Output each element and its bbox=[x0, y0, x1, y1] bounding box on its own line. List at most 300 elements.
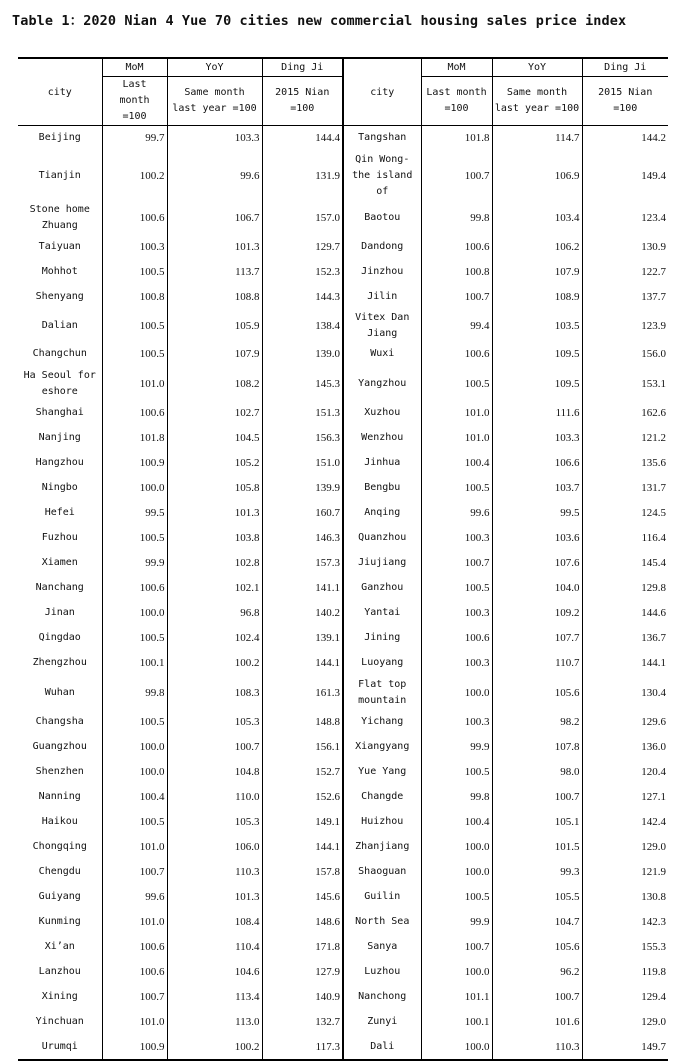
right-dingji-cell: 137.7 bbox=[582, 285, 668, 310]
left-yoy-cell: 101.3 bbox=[167, 885, 262, 910]
right-mom-cell: 100.3 bbox=[421, 526, 492, 551]
right-yoy-cell: 111.6 bbox=[492, 401, 582, 426]
right-dingji-cell: 155.3 bbox=[582, 935, 668, 960]
right-yoy-cell: 109.5 bbox=[492, 367, 582, 401]
left-dingji-cell: 160.7 bbox=[262, 501, 343, 526]
left-yoy-cell: 100.7 bbox=[167, 735, 262, 760]
right-dingji-cell: 127.1 bbox=[582, 785, 668, 810]
right-dingji-cell: 144.2 bbox=[582, 126, 668, 151]
table-row bbox=[18, 1010, 668, 1035]
right-dingji-cell: 149.4 bbox=[582, 151, 668, 201]
left-mom-cell: 101.0 bbox=[102, 1010, 167, 1035]
left-yoy-cell: 105.8 bbox=[167, 476, 262, 501]
right-yoy-cell: 100.7 bbox=[492, 785, 582, 810]
header-yoy-right: YoY bbox=[492, 58, 582, 77]
right-city-cell: Tangshan bbox=[343, 126, 421, 151]
right-mom-cell: 100.7 bbox=[421, 935, 492, 960]
table-row bbox=[18, 860, 668, 885]
left-yoy-cell: 107.9 bbox=[167, 342, 262, 367]
table-row bbox=[18, 735, 668, 760]
left-dingji-cell: 138.4 bbox=[262, 310, 343, 342]
right-mom-cell: 100.5 bbox=[421, 367, 492, 401]
right-dingji-cell: 142.3 bbox=[582, 910, 668, 935]
left-mom-cell: 100.5 bbox=[102, 310, 167, 342]
left-city-cell: Shenzhen bbox=[35, 766, 84, 777]
left-yoy-cell: 96.8 bbox=[167, 601, 262, 626]
right-city-cell: Jinhua bbox=[343, 451, 421, 476]
right-dingji-cell: 129.0 bbox=[582, 835, 668, 860]
left-city-cell: Tianjin bbox=[38, 169, 81, 181]
right-yoy-cell: 104.7 bbox=[492, 910, 582, 935]
right-mom-cell: 100.0 bbox=[421, 676, 492, 710]
right-mom-cell: 100.5 bbox=[421, 760, 492, 785]
left-mom-cell: 99.5 bbox=[102, 501, 167, 526]
left-mom-cell: 100.2 bbox=[102, 151, 167, 201]
right-city-cell: Baotou bbox=[343, 201, 421, 235]
right-mom-cell: 100.3 bbox=[421, 651, 492, 676]
table-row bbox=[18, 710, 668, 735]
left-mom-cell: 100.5 bbox=[102, 810, 167, 835]
left-mom-cell: 100.0 bbox=[102, 760, 167, 785]
right-mom-cell: 101.0 bbox=[421, 426, 492, 451]
right-mom-cell: 100.0 bbox=[421, 1035, 492, 1060]
left-mom-cell: 100.6 bbox=[102, 201, 167, 235]
right-mom-cell: 100.7 bbox=[421, 151, 492, 201]
right-city-cell: Qin Wong- the island of bbox=[343, 151, 421, 201]
left-city-cell: Jinan bbox=[44, 607, 75, 618]
right-city-cell: Luoyang bbox=[343, 651, 421, 676]
table-row bbox=[18, 126, 668, 151]
left-mom-cell: 100.5 bbox=[102, 526, 167, 551]
header-yoy-left: YoY bbox=[167, 58, 262, 77]
header-city-right: city bbox=[343, 58, 421, 126]
right-mom-cell: 99.8 bbox=[421, 201, 492, 235]
right-yoy-cell: 98.2 bbox=[492, 710, 582, 735]
right-mom-cell: 100.3 bbox=[421, 601, 492, 626]
left-dingji-cell: 149.1 bbox=[262, 810, 343, 835]
right-dingji-cell: 119.8 bbox=[582, 960, 668, 985]
right-dingji-cell: 124.5 bbox=[582, 501, 668, 526]
header-dingji-left: Ding Ji bbox=[262, 58, 343, 77]
left-dingji-cell: 117.3 bbox=[262, 1035, 343, 1060]
right-city-cell: Nanchong bbox=[343, 985, 421, 1010]
right-city-cell: Wuxi bbox=[343, 342, 421, 367]
header-mom-sub-right: Last month =100 bbox=[421, 77, 492, 126]
left-yoy-cell: 105.3 bbox=[167, 810, 262, 835]
right-city-cell: Bengbu bbox=[343, 476, 421, 501]
left-city-cell: Hefei bbox=[44, 507, 75, 518]
right-yoy-cell: 107.9 bbox=[492, 260, 582, 285]
left-dingji-cell: 129.7 bbox=[262, 235, 343, 260]
left-city-cell: Hangzhou bbox=[35, 457, 84, 468]
right-city-cell: Dali bbox=[343, 1035, 421, 1060]
right-mom-cell: 99.6 bbox=[421, 501, 492, 526]
left-city-cell: Stone home Zhuang bbox=[29, 203, 90, 231]
left-yoy-cell: 104.6 bbox=[167, 960, 262, 985]
left-mom-cell: 100.8 bbox=[102, 285, 167, 310]
table-row bbox=[18, 476, 668, 501]
left-mom-cell: 100.9 bbox=[102, 451, 167, 476]
right-mom-cell: 99.4 bbox=[421, 310, 492, 342]
left-dingji-cell: 157.3 bbox=[262, 551, 343, 576]
right-mom-cell: 100.7 bbox=[421, 285, 492, 310]
left-yoy-cell: 108.2 bbox=[167, 367, 262, 401]
right-dingji-cell: 135.6 bbox=[582, 451, 668, 476]
right-city-cell: Yue Yang bbox=[343, 760, 421, 785]
left-dingji-cell: 156.1 bbox=[262, 735, 343, 760]
left-city-cell: Xining bbox=[41, 991, 78, 1002]
left-yoy-cell: 110.0 bbox=[167, 785, 262, 810]
left-mom-cell: 100.5 bbox=[102, 342, 167, 367]
right-dingji-cell: 129.8 bbox=[582, 576, 668, 601]
table-row bbox=[18, 835, 668, 860]
right-dingji-cell: 116.4 bbox=[582, 526, 668, 551]
left-mom-cell: 100.0 bbox=[102, 735, 167, 760]
left-city-cell: Wuhan bbox=[44, 686, 75, 698]
left-yoy-cell: 108.4 bbox=[167, 910, 262, 935]
right-mom-cell: 99.9 bbox=[421, 910, 492, 935]
left-yoy-cell: 113.0 bbox=[167, 1010, 262, 1035]
right-dingji-cell: 130.8 bbox=[582, 885, 668, 910]
left-yoy-cell: 100.2 bbox=[167, 1035, 262, 1060]
table-row bbox=[18, 651, 668, 676]
right-yoy-cell: 101.6 bbox=[492, 1010, 582, 1035]
left-dingji-cell: 144.3 bbox=[262, 285, 343, 310]
left-city-cell: Guangzhou bbox=[32, 741, 87, 752]
left-dingji-cell: 157.0 bbox=[262, 201, 343, 235]
right-city-cell: Jinzhou bbox=[343, 260, 421, 285]
left-yoy-cell: 110.3 bbox=[167, 860, 262, 885]
right-yoy-cell: 110.7 bbox=[492, 651, 582, 676]
right-city-cell: Xiangyang bbox=[343, 735, 421, 760]
right-city-cell: Guilin bbox=[343, 885, 421, 910]
left-yoy-cell: 108.3 bbox=[167, 676, 262, 710]
right-mom-cell: 100.6 bbox=[421, 342, 492, 367]
right-mom-cell: 100.4 bbox=[421, 810, 492, 835]
table-row bbox=[18, 426, 668, 451]
left-mom-cell: 101.0 bbox=[102, 835, 167, 860]
right-mom-cell: 100.0 bbox=[421, 960, 492, 985]
left-city-cell: Kunming bbox=[38, 916, 81, 927]
left-mom-cell: 100.5 bbox=[102, 260, 167, 285]
table-row bbox=[18, 201, 668, 235]
left-dingji-cell: 144.1 bbox=[262, 651, 343, 676]
right-city-cell: Vitex Dan Jiang bbox=[343, 310, 421, 342]
left-yoy-cell: 102.1 bbox=[167, 576, 262, 601]
right-yoy-cell: 108.9 bbox=[492, 285, 582, 310]
right-city-cell: Anqing bbox=[343, 501, 421, 526]
left-mom-cell: 100.0 bbox=[102, 476, 167, 501]
left-mom-cell: 100.9 bbox=[102, 1035, 167, 1060]
left-city-cell: Urumqi bbox=[18, 1035, 102, 1060]
right-yoy-cell: 98.0 bbox=[492, 760, 582, 785]
right-city-cell: Yangzhou bbox=[343, 367, 421, 401]
left-dingji-cell: 145.6 bbox=[262, 885, 343, 910]
left-mom-cell: 100.4 bbox=[102, 785, 167, 810]
right-mom-cell: 100.4 bbox=[421, 451, 492, 476]
table-row bbox=[18, 785, 668, 810]
right-city-cell: Zunyi bbox=[343, 1010, 421, 1035]
table-row bbox=[18, 1035, 668, 1060]
left-yoy-cell: 104.5 bbox=[167, 426, 262, 451]
left-city-cell: Shanghai bbox=[35, 407, 84, 418]
right-dingji-cell: 145.4 bbox=[582, 551, 668, 576]
right-dingji-cell: 121.2 bbox=[582, 426, 668, 451]
right-dingji-cell: 136.0 bbox=[582, 735, 668, 760]
left-yoy-cell: 105.3 bbox=[167, 710, 262, 735]
right-dingji-cell: 162.6 bbox=[582, 401, 668, 426]
left-mom-cell: 100.3 bbox=[102, 235, 167, 260]
left-city-cell: Xi’an bbox=[44, 941, 75, 952]
right-yoy-cell: 105.6 bbox=[492, 935, 582, 960]
right-yoy-cell: 99.5 bbox=[492, 501, 582, 526]
header-yoy-sub-right: Same month last year =100 bbox=[492, 77, 582, 126]
left-city-cell: Guiyang bbox=[38, 891, 81, 902]
left-dingji-cell: 144.4 bbox=[262, 126, 343, 151]
right-dingji-cell: 149.7 bbox=[582, 1035, 668, 1060]
right-city-cell: Jining bbox=[343, 626, 421, 651]
price-index-table bbox=[18, 57, 668, 1061]
right-dingji-cell: 144.6 bbox=[582, 601, 668, 626]
right-dingji-cell: 153.1 bbox=[582, 367, 668, 401]
left-yoy-cell: 103.3 bbox=[167, 126, 262, 151]
left-mom-cell: 100.7 bbox=[102, 860, 167, 885]
right-city-cell: Yichang bbox=[343, 710, 421, 735]
right-city-cell: Dandong bbox=[343, 235, 421, 260]
left-dingji-cell: 139.1 bbox=[262, 626, 343, 651]
left-yoy-cell: 101.3 bbox=[167, 235, 262, 260]
left-city-cell: Beijing bbox=[38, 132, 81, 144]
right-mom-cell: 100.7 bbox=[421, 551, 492, 576]
right-yoy-cell: 103.5 bbox=[492, 310, 582, 342]
right-dingji-cell: 142.4 bbox=[582, 810, 668, 835]
table-row bbox=[18, 551, 668, 576]
table-row bbox=[18, 401, 668, 426]
left-city-cell: Shenyang bbox=[35, 291, 84, 302]
right-mom-cell: 99.8 bbox=[421, 785, 492, 810]
right-yoy-cell: 107.6 bbox=[492, 551, 582, 576]
left-city-cell: Nanjing bbox=[38, 432, 81, 443]
left-mom-cell: 99.9 bbox=[102, 551, 167, 576]
left-yoy-cell: 103.8 bbox=[167, 526, 262, 551]
right-city-cell: Changde bbox=[343, 785, 421, 810]
right-mom-cell: 100.3 bbox=[421, 710, 492, 735]
right-yoy-cell: 103.7 bbox=[492, 476, 582, 501]
left-dingji-cell: 146.3 bbox=[262, 526, 343, 551]
right-dingji-cell: 129.0 bbox=[582, 1010, 668, 1035]
left-city-cell: Taiyuan bbox=[38, 241, 81, 252]
left-yoy-cell: 101.3 bbox=[167, 501, 262, 526]
right-mom-cell: 100.0 bbox=[421, 835, 492, 860]
right-mom-cell: 100.6 bbox=[421, 235, 492, 260]
right-city-cell: Xuzhou bbox=[343, 401, 421, 426]
left-mom-cell: 100.6 bbox=[102, 935, 167, 960]
left-mom-cell: 100.0 bbox=[102, 601, 167, 626]
header-dingji-right: Ding Ji bbox=[582, 58, 668, 77]
header-dingji-sub-right: 2015 Nian =100 bbox=[582, 77, 668, 126]
header-yoy-sub-left: Same month last year =100 bbox=[167, 77, 262, 126]
right-mom-cell: 100.5 bbox=[421, 885, 492, 910]
left-yoy-cell: 113.4 bbox=[167, 985, 262, 1010]
header-mom-left: MoM bbox=[102, 58, 167, 77]
left-yoy-cell: 106.0 bbox=[167, 835, 262, 860]
table-row bbox=[18, 501, 668, 526]
left-city-cell: Dalian bbox=[41, 319, 78, 331]
right-dingji-cell: 123.9 bbox=[582, 310, 668, 342]
table-row bbox=[18, 960, 668, 985]
right-dingji-cell: 144.1 bbox=[582, 651, 668, 676]
right-yoy-cell: 99.3 bbox=[492, 860, 582, 885]
left-dingji-cell: 139.9 bbox=[262, 476, 343, 501]
right-dingji-cell: 136.7 bbox=[582, 626, 668, 651]
right-dingji-cell: 129.4 bbox=[582, 985, 668, 1010]
right-mom-cell: 101.0 bbox=[421, 401, 492, 426]
left-city-cell: Fuzhou bbox=[41, 532, 78, 543]
header-dingji-sub-left: 2015 Nian =100 bbox=[262, 77, 343, 126]
left-dingji-cell: 140.2 bbox=[262, 601, 343, 626]
left-city-cell: Nanning bbox=[38, 791, 81, 802]
left-dingji-cell: 131.9 bbox=[262, 151, 343, 201]
left-dingji-cell: 132.7 bbox=[262, 1010, 343, 1035]
right-yoy-cell: 106.2 bbox=[492, 235, 582, 260]
left-city-cell: Xiamen bbox=[41, 557, 78, 568]
left-dingji-cell: 151.0 bbox=[262, 451, 343, 476]
table-row bbox=[18, 151, 668, 201]
right-city-cell: Jiujiang bbox=[343, 551, 421, 576]
right-city-cell: Shaoguan bbox=[343, 860, 421, 885]
left-mom-cell: 101.0 bbox=[102, 910, 167, 935]
right-city-cell: Wenzhou bbox=[343, 426, 421, 451]
table-row bbox=[18, 451, 668, 476]
left-city-cell: Qingdao bbox=[38, 632, 81, 643]
left-city-cell: Ningbo bbox=[41, 482, 78, 493]
table-row bbox=[18, 526, 668, 551]
right-yoy-cell: 105.6 bbox=[492, 676, 582, 710]
right-yoy-cell: 106.6 bbox=[492, 451, 582, 476]
left-dingji-cell: 140.9 bbox=[262, 985, 343, 1010]
right-yoy-cell: 109.2 bbox=[492, 601, 582, 626]
table-row bbox=[18, 260, 668, 285]
header-city-left: city bbox=[18, 58, 102, 126]
right-dingji-cell: 123.4 bbox=[582, 201, 668, 235]
right-yoy-cell: 110.3 bbox=[492, 1035, 582, 1060]
left-city-cell: Nanchang bbox=[35, 582, 84, 593]
left-mom-cell: 99.7 bbox=[102, 126, 167, 151]
left-dingji-cell: 145.3 bbox=[262, 367, 343, 401]
left-dingji-cell: 156.3 bbox=[262, 426, 343, 451]
table-row bbox=[18, 626, 668, 651]
right-yoy-cell: 103.3 bbox=[492, 426, 582, 451]
table-row bbox=[18, 342, 668, 367]
right-dingji-cell: 121.9 bbox=[582, 860, 668, 885]
left-yoy-cell: 105.9 bbox=[167, 310, 262, 342]
right-yoy-cell: 107.7 bbox=[492, 626, 582, 651]
left-city-cell: Changsha bbox=[35, 716, 84, 727]
right-mom-cell: 101.1 bbox=[421, 985, 492, 1010]
left-dingji-cell: 157.8 bbox=[262, 860, 343, 885]
table-row bbox=[18, 235, 668, 260]
left-mom-cell: 100.6 bbox=[102, 960, 167, 985]
right-yoy-cell: 106.9 bbox=[492, 151, 582, 201]
left-dingji-cell: 151.3 bbox=[262, 401, 343, 426]
left-mom-cell: 99.6 bbox=[102, 885, 167, 910]
header-mom-sub-left: Last month =100 bbox=[102, 77, 167, 126]
left-mom-cell: 100.6 bbox=[102, 576, 167, 601]
right-dingji-cell: 156.0 bbox=[582, 342, 668, 367]
right-city-cell: Yantai bbox=[343, 601, 421, 626]
table-row bbox=[18, 910, 668, 935]
right-mom-cell: 100.6 bbox=[421, 626, 492, 651]
table-row bbox=[18, 885, 668, 910]
right-yoy-cell: 105.5 bbox=[492, 885, 582, 910]
left-mom-cell: 101.8 bbox=[102, 426, 167, 451]
left-dingji-cell: 139.0 bbox=[262, 342, 343, 367]
left-yoy-cell: 102.7 bbox=[167, 401, 262, 426]
table-row bbox=[18, 760, 668, 785]
right-yoy-cell: 103.4 bbox=[492, 201, 582, 235]
right-dingji-cell: 130.4 bbox=[582, 676, 668, 710]
left-city-cell: Lanzhou bbox=[38, 966, 81, 977]
left-yoy-cell: 102.8 bbox=[167, 551, 262, 576]
right-city-cell: North Sea bbox=[343, 910, 421, 935]
left-city-cell: Mohhot bbox=[41, 266, 78, 277]
table-row bbox=[18, 935, 668, 960]
right-city-cell: Huizhou bbox=[343, 810, 421, 835]
left-city-cell: Ha Seoul for eshore bbox=[23, 369, 96, 397]
left-mom-cell: 99.8 bbox=[102, 676, 167, 710]
table-title: Table 1：2020 Nian 4 Yue 70 cities new commercial housing sales price index bbox=[12, 13, 627, 29]
right-yoy-cell: 101.5 bbox=[492, 835, 582, 860]
right-yoy-cell: 114.7 bbox=[492, 126, 582, 151]
table-row bbox=[18, 810, 668, 835]
right-city-cell: Flat top mountain bbox=[343, 676, 421, 710]
left-yoy-cell: 108.8 bbox=[167, 285, 262, 310]
right-dingji-cell: 120.4 bbox=[582, 760, 668, 785]
left-yoy-cell: 99.6 bbox=[167, 151, 262, 201]
left-dingji-cell: 161.3 bbox=[262, 676, 343, 710]
left-dingji-cell: 141.1 bbox=[262, 576, 343, 601]
right-city-cell: Luzhou bbox=[343, 960, 421, 985]
left-dingji-cell: 152.6 bbox=[262, 785, 343, 810]
left-dingji-cell: 148.8 bbox=[262, 710, 343, 735]
right-city-cell: Jilin bbox=[343, 285, 421, 310]
right-mom-cell: 99.9 bbox=[421, 735, 492, 760]
left-yoy-cell: 113.7 bbox=[167, 260, 262, 285]
left-mom-cell: 100.1 bbox=[102, 651, 167, 676]
right-dingji-cell: 131.7 bbox=[582, 476, 668, 501]
table-row bbox=[18, 601, 668, 626]
table-row bbox=[18, 576, 668, 601]
right-city-cell: Zhanjiang bbox=[343, 835, 421, 860]
table-row bbox=[18, 310, 668, 342]
right-dingji-cell: 130.9 bbox=[582, 235, 668, 260]
left-city-cell: Chongqing bbox=[32, 841, 87, 852]
right-mom-cell: 100.0 bbox=[421, 860, 492, 885]
right-yoy-cell: 105.1 bbox=[492, 810, 582, 835]
right-dingji-cell: 129.6 bbox=[582, 710, 668, 735]
right-yoy-cell: 109.5 bbox=[492, 342, 582, 367]
left-dingji-cell: 152.7 bbox=[262, 760, 343, 785]
left-dingji-cell: 171.8 bbox=[262, 935, 343, 960]
right-city-cell: Ganzhou bbox=[343, 576, 421, 601]
right-city-cell: Quanzhou bbox=[343, 526, 421, 551]
right-mom-cell: 100.5 bbox=[421, 476, 492, 501]
table-row bbox=[18, 676, 668, 710]
left-yoy-cell: 106.7 bbox=[167, 201, 262, 235]
table-row bbox=[18, 367, 668, 401]
right-yoy-cell: 104.0 bbox=[492, 576, 582, 601]
left-yoy-cell: 105.2 bbox=[167, 451, 262, 476]
